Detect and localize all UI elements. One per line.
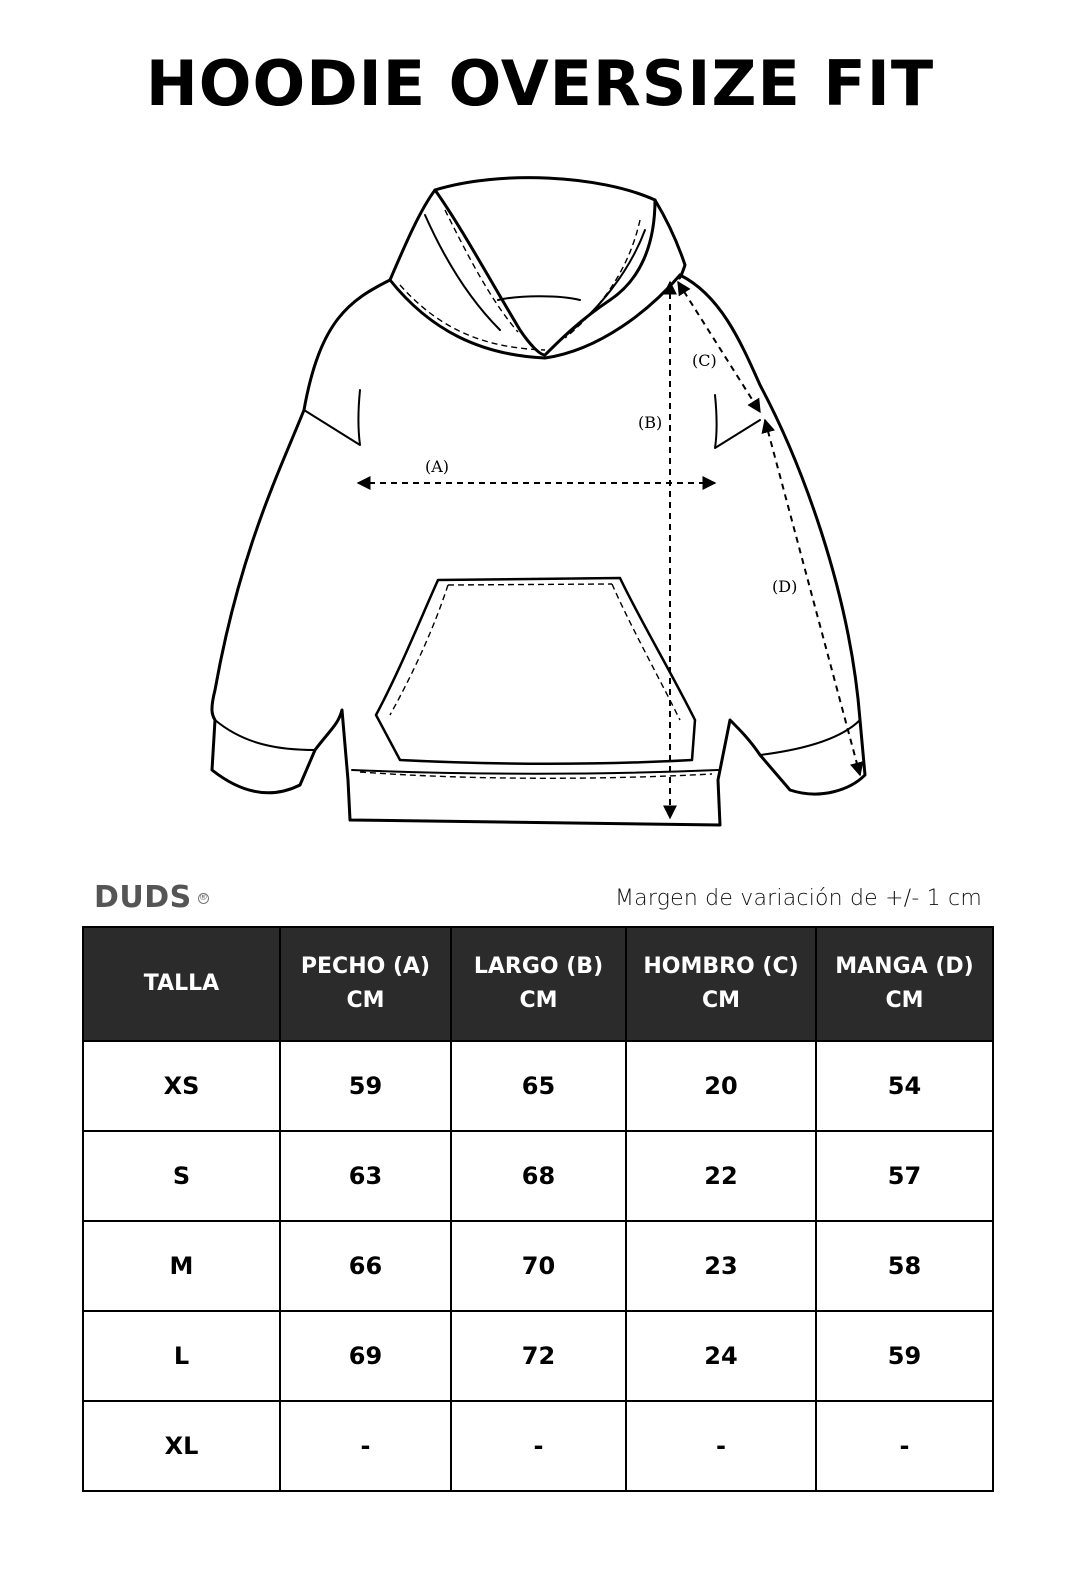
cell-hombro: 24 bbox=[626, 1311, 816, 1401]
header-unit: CM bbox=[701, 988, 741, 1013]
label-c: (C) bbox=[692, 351, 717, 370]
cell-hombro: 22 bbox=[626, 1131, 816, 1221]
cell-size: M bbox=[83, 1221, 280, 1311]
cell-size: XL bbox=[83, 1401, 280, 1491]
header-pecho bbox=[280, 927, 451, 1041]
brand-logo bbox=[94, 880, 209, 915]
header-largo bbox=[451, 927, 626, 1041]
hoodie-diagram bbox=[200, 170, 880, 840]
cell-size: L bbox=[83, 1311, 280, 1401]
header-unit: CM bbox=[519, 988, 558, 1013]
header-label: PECHO (A) bbox=[300, 954, 431, 979]
cell-largo: - bbox=[451, 1401, 626, 1491]
cell-pecho: - bbox=[280, 1401, 451, 1491]
label-b: (B) bbox=[638, 413, 663, 432]
cell-pecho: 66 bbox=[280, 1221, 451, 1311]
header-manga bbox=[816, 927, 993, 1041]
variation-note: Margen de variación de +/- 1 cm bbox=[614, 886, 982, 911]
header-unit: CM bbox=[885, 988, 924, 1013]
table-row bbox=[83, 1221, 993, 1311]
header-label: HOMBRO (C) bbox=[643, 954, 799, 979]
brand-name: DUDS bbox=[94, 880, 192, 915]
registered-mark: ® bbox=[198, 893, 209, 903]
label-a: (A) bbox=[425, 457, 450, 476]
cell-largo: 65 bbox=[451, 1041, 626, 1131]
label-d: (D) bbox=[772, 577, 798, 596]
cell-pecho: 59 bbox=[280, 1041, 451, 1131]
cell-manga: 59 bbox=[816, 1311, 993, 1401]
cell-manga: - bbox=[816, 1401, 993, 1491]
cell-largo: 72 bbox=[451, 1311, 626, 1401]
header-unit: CM bbox=[346, 988, 385, 1013]
header-label: TALLA bbox=[143, 971, 220, 996]
cell-manga: 54 bbox=[816, 1041, 993, 1131]
cell-largo: 68 bbox=[451, 1131, 626, 1221]
header-hombro bbox=[626, 927, 816, 1041]
cell-pecho: 69 bbox=[280, 1311, 451, 1401]
cell-hombro: - bbox=[626, 1401, 816, 1491]
table-row bbox=[83, 1311, 993, 1401]
cell-pecho: 63 bbox=[280, 1131, 451, 1221]
header-label: MANGA (D) bbox=[835, 954, 974, 979]
table-row bbox=[83, 1131, 993, 1221]
page-title: HOODIE OVERSIZE FIT bbox=[145, 47, 935, 120]
cell-hombro: 23 bbox=[626, 1221, 816, 1311]
cell-manga: 57 bbox=[816, 1131, 993, 1221]
table-header-row bbox=[83, 927, 993, 1041]
cell-size: S bbox=[83, 1131, 280, 1221]
table-row bbox=[83, 1041, 993, 1131]
cell-size: XS bbox=[83, 1041, 280, 1131]
header-label: LARGO (B) bbox=[473, 954, 604, 979]
cell-manga: 58 bbox=[816, 1221, 993, 1311]
header-talla bbox=[83, 927, 280, 1041]
size-table bbox=[82, 926, 994, 1492]
cell-largo: 70 bbox=[451, 1221, 626, 1311]
table-row bbox=[83, 1401, 993, 1491]
cell-hombro: 20 bbox=[626, 1041, 816, 1131]
